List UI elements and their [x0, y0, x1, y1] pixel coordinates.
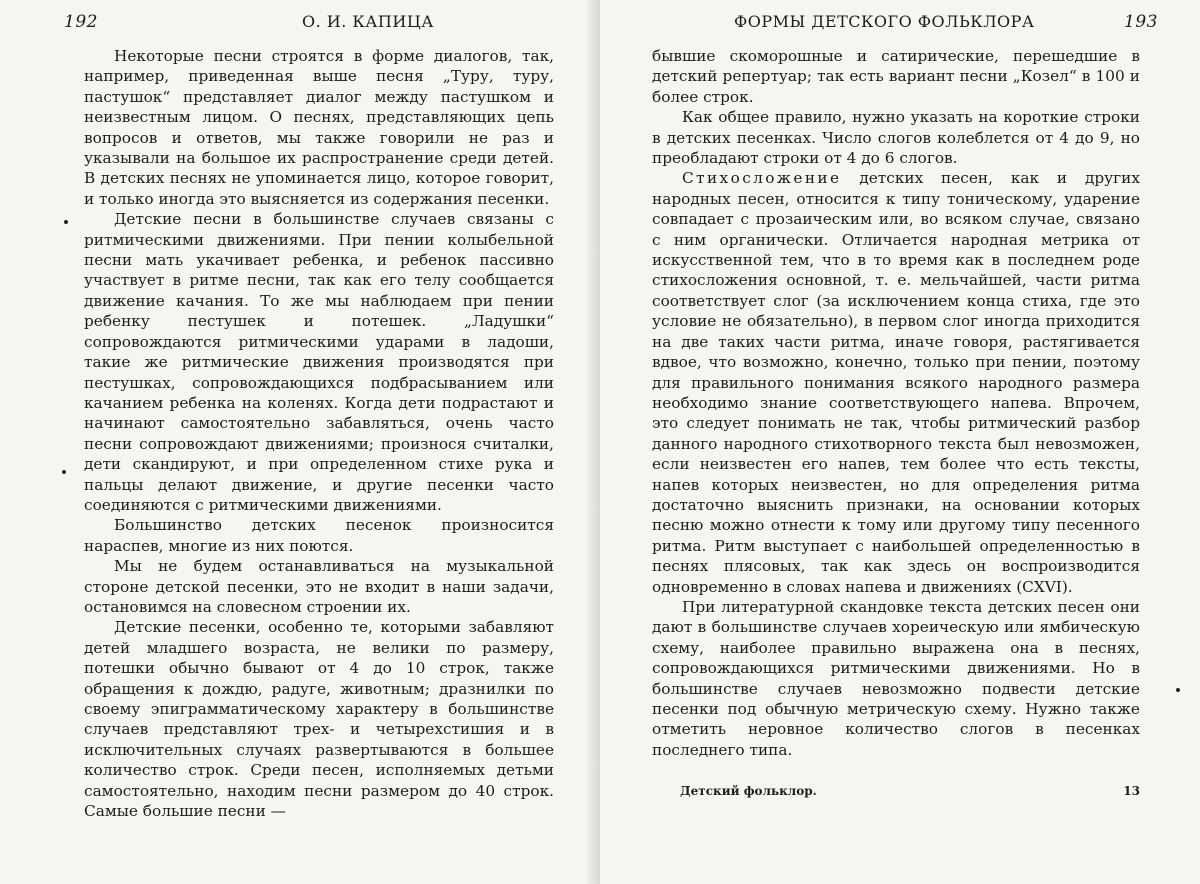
margin-mark	[62, 470, 66, 474]
left-page-body	[84, 46, 554, 821]
left-paragraph-5: Детские песенки, особенно те, которыми забавляют детей младшего возраста, не велики по размеру, потешки обычно бывают от 4 до 10 строк, также обращения к дождю, радуге, животным; дразнилки по своему эпиграмматическому характеру в большинстве случаев представляют трех- и четырехстишия и в исключительных случаях развертываются в большее количество строк. Среди песен, исполняемых детьми самостоятельно, находим песни размером до 40 строк. Самые большие песни —	[84, 618, 554, 821]
left-page-number: 192	[64, 12, 98, 32]
left-paragraph-2: Детские песни в большинстве случаев связаны с ритмическими движениями. При пении колыбельной песни мать укачивает ребенка, и ребенок пассивно участвует в ритме песни, так как его телу сообщается движение качания. То же мы наблюдаем при пении ребенку пестушек и потешек. „Ладушки“ сопровождаются ритмическими ударами в ладоши, такие же ритмические движения производятся при пестушках, сопровождающихся подбрасыванием или качанием ребенка на коленях. Когда дети подрастают и начинают самостоятельно забавляться, очень часто песни сопровождают движениями; произнося считалки, дети скандируют, и при определенном стихе рука и пальцы делают движение, и другие песенки часто соединяются с ритмическими движениями.	[84, 210, 554, 514]
right-paragraph-3-text: детских песен, как и других народных песен, относится к типу тоническому, ударение совпадает с прозаическим или, во всяком случае, связано с ним органически. Отличается народная метрика от искусственной тем, что в то время как в последнем роде стихосложения основной, т. е. мельчайшей, части ритма соответствует слог (за исключением конца стиха, где это условие не обязательно), в первом слог иногда приходится на две таких части ритма, иначе говоря, растягивается вдвое, что возможно, конечно, только при пении, поэтому для правильного понимания всякого народного размера необходимо знание соответствующего напева. Впрочем, это следует понимать не так, чтобы ритмический разбор данного народного стихотворного текста был невозможен, если неизвестен его напев, тем более что есть тексты, напев которых неизвестен, но для определения ритма достаточно выяснить признаки, на основании которых песню можно отнести к тому или другому типу песенного ритма. Ритм выступает с наибольшей определенностью в песнях плясовых, так как здесь он воспроизводится одновременно в словах напева и движениях (CXVI).	[652, 169, 1140, 596]
margin-mark	[1176, 688, 1180, 692]
footer-book-title: Детский фольклор.	[680, 784, 817, 798]
left-header-title: О. И. КАПИЦА	[302, 12, 434, 31]
right-paragraph-3	[652, 168, 1140, 597]
left-paragraph-1: Некоторые песни строятся в форме диалогов, так, например, приведенная выше песня „Туру, туру, пастушок“ представляет диалог между пастушком и неизвестным лицом. О песнях, представляющих цепь вопросов и ответов, мы также говорили не раз и указывали на большое их распространение среди детей. В детских песнях не упоминается лицо, которое говорит, и только иногда это выясняется из содержания песенки.	[84, 47, 554, 208]
right-page	[600, 0, 1200, 884]
right-paragraph-4: При литературной скандовке текста детских песен они дают в большинстве случаев хореическую или ямбическую схему, наиболее правильно выражена она в песнях, сопровождающихся ритмическими движениями. Но в большинстве случаев невозможно подвести детские песенки под обычную метрическую схему. Нужно также отметить неровное количество слогов в песенках последнего типа.	[652, 597, 1140, 759]
right-page-number: 193	[1124, 12, 1158, 32]
left-paragraph-3: Большинство детских песенок произносится нараспев, многие из них поются.	[84, 516, 554, 555]
spaced-term: Стихосложение	[682, 169, 842, 188]
left-paragraph-4: Мы не будем останавливаться на музыкальной стороне детской песенки, это не входит в наши задачи, остановимся на словесном строении их.	[84, 557, 554, 616]
margin-mark	[64, 220, 68, 224]
left-running-head	[64, 12, 554, 38]
right-header-title: ФОРМЫ ДЕТСКОГО ФОЛЬКЛОРА	[734, 12, 1035, 31]
right-running-head	[652, 12, 1158, 38]
right-page-body	[652, 46, 1140, 760]
right-paragraph-2: Как общее правило, нужно указать на короткие строки в детских песенках. Число слогов колеблется от 4 до 9, но преобладают строки от 4 до 6 слогов.	[652, 108, 1140, 168]
right-continuation-text: бывшие скоморошные и сатирические, перешедшие в детский репертуар; так есть вариант песни „Козел“ в 100 и более строк.	[652, 47, 1140, 106]
signature-mark: 13	[1123, 784, 1140, 798]
